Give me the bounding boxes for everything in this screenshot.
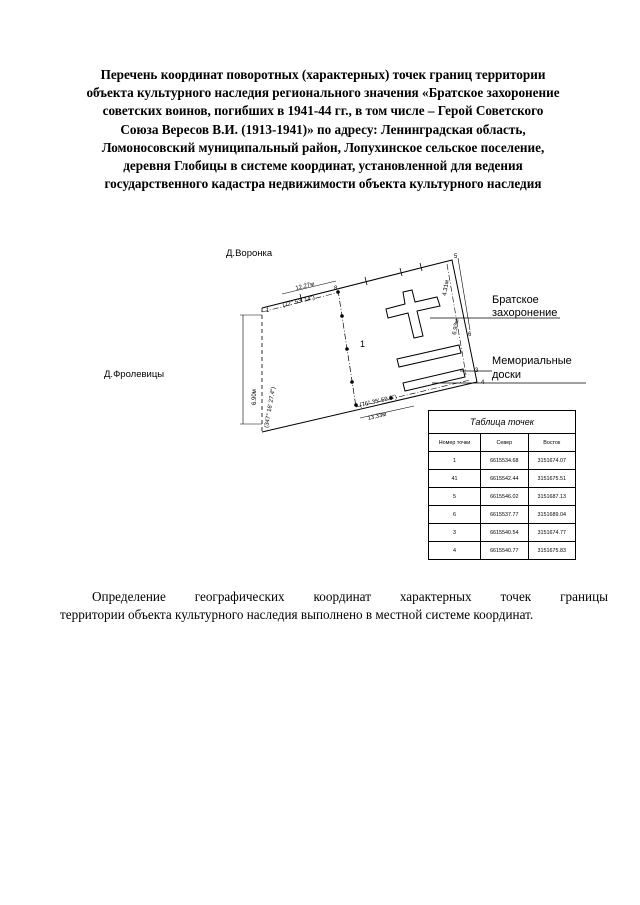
table-row <box>429 452 576 470</box>
grave-label: захоронение <box>492 307 558 319</box>
table-cell: 6615542.44 <box>481 470 528 488</box>
table-header: Север <box>481 434 528 452</box>
table-cell: 41 <box>429 470 481 488</box>
angle-bottom-label: (76° 35' 59.0") <box>359 394 398 409</box>
title-line: Ломоносовский муниципальный район, Лопухинское сельское поселение, <box>101 139 545 155</box>
table-cell: 5 <box>429 488 481 506</box>
footer-word: границы <box>560 589 608 604</box>
footer-word: точек <box>500 589 532 604</box>
point-label: 3 <box>475 368 479 374</box>
table-cell: 3151674.07 <box>528 452 575 470</box>
footer-word: координат <box>313 589 371 604</box>
dimension-right-label: 6.93м <box>452 318 461 336</box>
memorial-board <box>397 345 461 367</box>
title-line: Перечень координат поворотных (характерных) точек границ территории <box>100 67 546 82</box>
title-line: Союза Вересов В.И. (1913-1941)» по адресу: Ленинградская область, <box>120 121 526 137</box>
point-label: 6 <box>468 332 472 338</box>
memorial-board <box>403 369 465 391</box>
table-cell: 6615540.54 <box>481 524 528 542</box>
table-row <box>429 470 576 488</box>
angle-top-label: (72° 53' 14") <box>282 295 316 309</box>
title-line: деревня Глобицы в системе координат, установленной для ведения <box>123 158 523 174</box>
table-row <box>429 542 576 560</box>
title-line: советских воинов, погибших в 1941-44 гг., в том числе – Герой Советского <box>102 103 544 119</box>
dimension-bottom-label: 13.33м <box>367 411 388 422</box>
boards-label: Мемориальные <box>492 355 572 367</box>
point-marker <box>340 314 344 318</box>
footer-word: географических <box>194 589 285 604</box>
boundary-tick <box>365 277 367 285</box>
point-label: 4 <box>481 380 485 386</box>
table-header: Восток <box>528 434 575 452</box>
area-number: 1 <box>360 339 366 349</box>
table-cell: 6615537.77 <box>481 506 528 524</box>
grave-label: Братское <box>492 294 539 306</box>
points-table <box>428 410 576 560</box>
point-marker <box>350 380 354 384</box>
table-cell: 3151674.77 <box>528 524 575 542</box>
table-cell: 3151675.51 <box>528 470 575 488</box>
boundary-tick <box>420 263 422 271</box>
footer-word: Определение <box>92 589 166 604</box>
table-cell: 4 <box>429 542 481 560</box>
point-label: 1 <box>266 308 270 314</box>
table-cell: 6 <box>429 506 481 524</box>
table-cell: 3151675.83 <box>528 542 575 560</box>
table-cell: 3151689.04 <box>528 506 575 524</box>
dimension-top-label: 12.27м <box>295 281 316 292</box>
village-frolovitsy-label: Д.Фролевицы <box>104 369 165 380</box>
table-cell: 6615534.68 <box>481 452 528 470</box>
table-row <box>429 524 576 542</box>
table-cell: 3 <box>429 524 481 542</box>
footer-paragraph <box>60 588 608 624</box>
point-marker <box>345 347 349 351</box>
table-caption: Таблица точек <box>429 411 576 434</box>
boundary-tick <box>400 268 402 276</box>
table-row <box>429 488 576 506</box>
point-label: 8 <box>334 286 338 292</box>
angle-left-label: (347° 16' 27.4") <box>264 386 278 429</box>
village-voronka-label: Д.Воронка <box>226 248 273 259</box>
table-cell: 3151687.13 <box>528 488 575 506</box>
point-label: 5 <box>454 254 458 260</box>
footer-word: характерных <box>399 589 472 604</box>
footer-line: территории объекта культурного наследия выполнено в местной системе координат. <box>60 607 534 622</box>
grave-cross <box>386 290 440 338</box>
point-marker <box>354 403 358 407</box>
boards-label: доски <box>492 369 521 381</box>
table-cell: 1 <box>429 452 481 470</box>
title-line: государственного кадастра недвижимости объекта культурного наследия <box>104 176 542 192</box>
dimension-left-label: 6.90м <box>252 389 258 405</box>
table-cell: 6615546.02 <box>481 488 528 506</box>
table-row <box>429 506 576 524</box>
dimension-right-label: 4.31м <box>442 279 451 297</box>
table-cell: 6615540.77 <box>481 542 528 560</box>
table-header: Номер точки <box>429 434 481 452</box>
title-line: объекта культурного наследия регионального значения «Братское захоронение <box>86 85 560 101</box>
